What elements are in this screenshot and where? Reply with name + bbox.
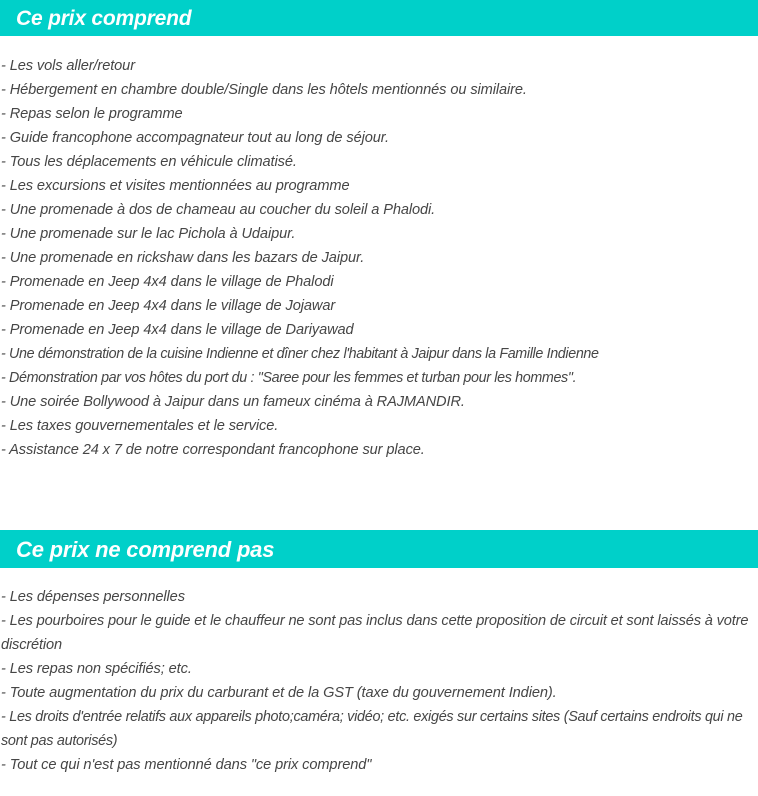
list-item: - Tout ce qui n'est pas mentionné dans "ce prix comprend" (1, 757, 372, 773)
list-item: - Les taxes gouvernementales et le service. (1, 418, 279, 434)
list-item: - Une promenade à dos de chameau au coucher du soleil a Phalodi. (1, 202, 436, 218)
section-list-not-included (0, 568, 758, 777)
section-spacer (0, 462, 758, 530)
section-header-not-included (0, 530, 758, 568)
list-item: - Les vols aller/retour (1, 58, 135, 74)
list-item: - Une promenade sur le lac Pichola à Udaipur. (1, 226, 296, 242)
list-item: - Tous les déplacements en véhicule climatisé. (1, 154, 297, 170)
list-item: - Promenade en Jeep 4x4 dans le village de Dariyawad (1, 322, 354, 338)
list-item: - Guide francophone accompagnateur tout au long de séjour. (1, 130, 389, 146)
section-title-not-included: Ce prix ne comprend pas (16, 536, 275, 562)
list-item: - Démonstration par vos hôtes du port du : "Saree pour les femmes et turban pour les hommes". (1, 370, 577, 386)
list-item: - Une soirée Bollywood à Jaipur dans un fameux cinéma à RAJMANDIR. (1, 394, 465, 410)
list-item: - Repas selon le programme (1, 106, 183, 122)
list-item: - Les dépenses personnelles (1, 589, 185, 605)
list-item: - Les repas non spécifiés; etc. (1, 661, 192, 677)
list-item: - Toute augmentation du prix du carburant et de la GST (taxe du gouvernement Indien). (1, 685, 557, 701)
section-title-included: Ce prix comprend (16, 6, 192, 30)
section-header-included (0, 0, 758, 36)
list-item: - Assistance 24 x 7 de notre correspondant francophone sur place. (1, 442, 425, 458)
section-list-included (0, 36, 758, 462)
list-item: - Promenade en Jeep 4x4 dans le village de Jojawar (1, 298, 336, 314)
list-item: - Les droits d'entrée relatifs aux appareils photo;caméra; vidéo; etc. exigés sur certains sites (Sauf certains endroits qui ne sont pas autorisés) (1, 709, 743, 749)
list-item: - Une promenade en rickshaw dans les bazars de Jaipur. (1, 250, 365, 266)
list-item: - Les excursions et visites mentionnées au programme (1, 178, 350, 194)
list-item: - Une démonstration de la cuisine Indienne et dîner chez l'habitant à Jaipur dans la Famille Indienne (1, 346, 599, 362)
list-item: - Les pourboires pour le guide et le chauffeur ne sont pas inclus dans cette proposition de circuit et sont laissés à votre discrétion (1, 613, 749, 653)
list-item: - Promenade en Jeep 4x4 dans le village de Phalodi (1, 274, 334, 290)
list-item: - Hébergement en chambre double/Single dans les hôtels mentionnés ou similaire. (1, 82, 527, 98)
